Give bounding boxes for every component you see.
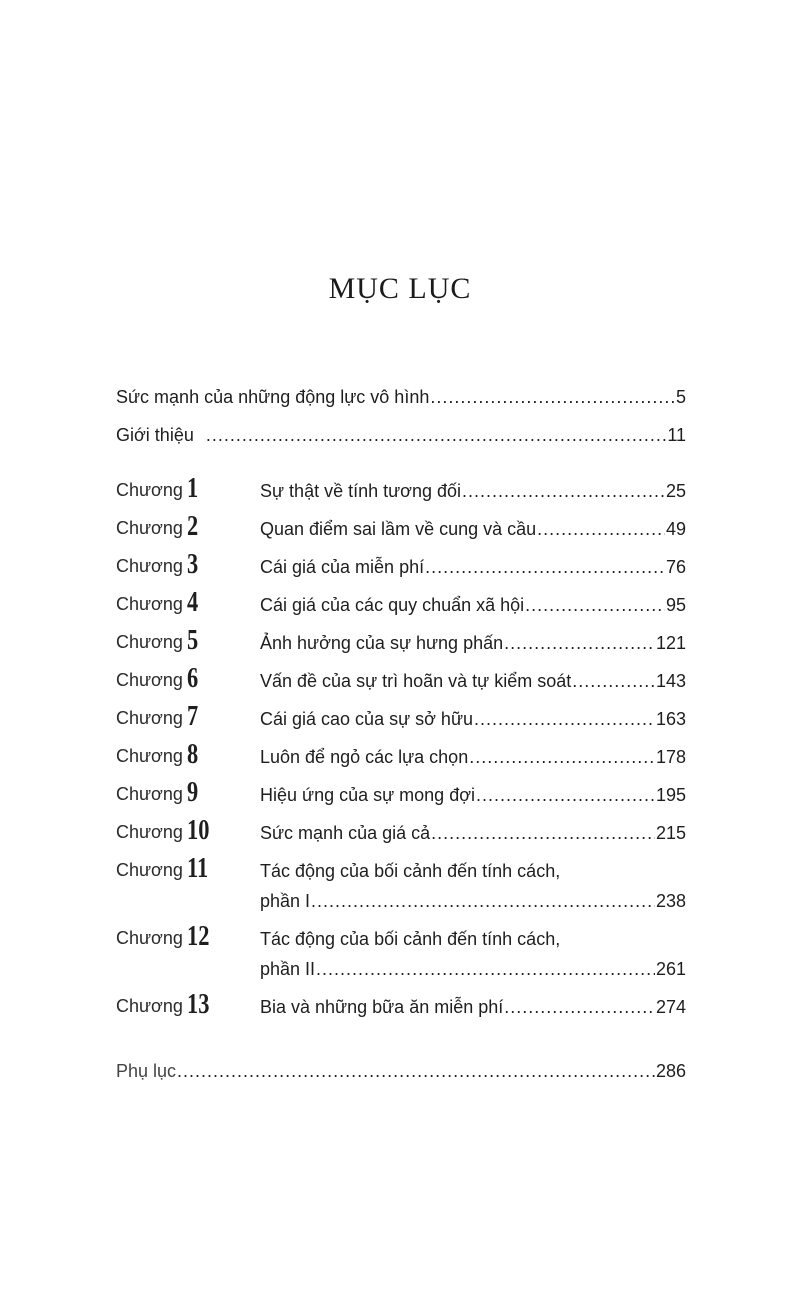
page-number: 261	[655, 959, 686, 979]
page-number: 215	[655, 823, 686, 843]
dot-leader	[430, 384, 675, 410]
chapter-number: 8	[186, 739, 199, 770]
toc-chapter-13[interactable]	[116, 989, 686, 1022]
dot-leader	[311, 888, 655, 914]
chapter-number: 3	[186, 549, 199, 580]
dot-leader	[572, 668, 655, 694]
chapter-title: Tác động của bối cảnh đến tính cách,	[260, 929, 561, 949]
page-number: 286	[655, 1061, 686, 1081]
chapter-title: Cái giá của các quy chuẩn xã hội	[260, 595, 525, 615]
chapter-word: Chương	[116, 632, 183, 652]
chapter-word: Chương	[116, 822, 183, 842]
chapter-word: Chương	[116, 518, 183, 538]
entry-label: Giới thiệu	[116, 425, 194, 445]
chapter-title: Sức mạnh của giá cả	[260, 823, 431, 843]
entry-label: Phụ lục	[116, 1061, 177, 1081]
chapter-number: 13	[186, 989, 210, 1020]
chapter-word: Chương	[116, 996, 183, 1016]
toc-chapter-7[interactable]	[116, 701, 686, 734]
page-number: 274	[655, 997, 686, 1017]
page-number: 121	[655, 633, 686, 653]
chapter-title: Cái giá cao của sự sở hữu	[260, 709, 474, 729]
entry-label: Sức mạnh của những động lực vô hình	[116, 387, 430, 407]
toc-chapter-3[interactable]	[116, 549, 686, 582]
toc-chapter-12[interactable]	[116, 921, 686, 984]
chapter-number: 12	[186, 921, 210, 952]
chapter-title: Sự thật về tính tương đối	[260, 481, 462, 501]
toc-entry-introduction[interactable]	[116, 422, 686, 448]
chapter-number: 9	[186, 777, 199, 808]
chapter-number: 6	[186, 663, 199, 694]
toc-chapter-2[interactable]	[116, 511, 686, 544]
chapter-title: Tác động của bối cảnh đến tính cách,	[260, 861, 561, 881]
chapter-number: 11	[186, 853, 209, 884]
dot-leader	[537, 516, 665, 542]
chapter-title: Ảnh hưởng của sự hưng phấn	[260, 633, 504, 653]
dot-leader	[504, 994, 655, 1020]
page-number: 25	[665, 481, 686, 501]
page-number: 163	[655, 709, 686, 729]
toc-chapter-9[interactable]	[116, 777, 686, 810]
chapter-word: Chương	[116, 784, 183, 804]
chapter-word: Chương	[116, 860, 183, 880]
dot-leader	[476, 782, 655, 808]
chapter-number: 5	[186, 625, 199, 656]
toc-entry-appendix[interactable]	[116, 1058, 686, 1084]
chapter-title-continuation: phần II	[260, 959, 316, 979]
toc-chapter-8[interactable]	[116, 739, 686, 772]
toc-chapter-10[interactable]	[116, 815, 686, 848]
dot-leader	[474, 706, 655, 732]
chapter-word: Chương	[116, 556, 183, 576]
page-number: 49	[665, 519, 686, 539]
page-number: 178	[655, 747, 686, 767]
page-title: MỤC LỤC	[328, 272, 472, 305]
chapter-word: Chương	[116, 480, 183, 500]
chapter-word: Chương	[116, 708, 183, 728]
page-number: 238	[655, 891, 686, 911]
toc-entry-preface[interactable]	[116, 384, 686, 410]
chapter-number: 10	[186, 815, 210, 846]
dot-leader	[462, 478, 665, 504]
dot-leader	[177, 1058, 655, 1084]
chapter-word: Chương	[116, 670, 183, 690]
dot-leader	[431, 820, 655, 846]
dot-leader	[316, 956, 655, 982]
dot-leader	[469, 744, 655, 770]
chapter-word: Chương	[116, 928, 183, 948]
chapter-title: Quan điểm sai lầm về cung và cầu	[260, 519, 537, 539]
page-number: 195	[655, 785, 686, 805]
page-number: 76	[665, 557, 686, 577]
chapter-word: Chương	[116, 746, 183, 766]
toc-chapter-5[interactable]	[116, 625, 686, 658]
chapter-number: 4	[186, 587, 199, 618]
chapter-title-continuation: phần I	[260, 891, 311, 911]
dot-leader	[525, 592, 665, 618]
page-number: 11	[667, 425, 686, 445]
dot-leader	[206, 422, 666, 448]
chapter-number: 1	[186, 473, 199, 504]
toc-chapter-4[interactable]	[116, 587, 686, 620]
chapter-title: Hiệu ứng của sự mong đợi	[260, 785, 476, 805]
dot-leader	[425, 554, 665, 580]
dot-leader	[504, 630, 655, 656]
chapter-title: Cái giá của miễn phí	[260, 557, 425, 577]
page-number: 95	[665, 595, 686, 615]
toc-chapter-6[interactable]	[116, 663, 686, 696]
chapter-title: Bia và những bữa ăn miễn phí	[260, 997, 504, 1017]
chapter-number: 2	[186, 511, 199, 542]
chapter-word: Chương	[116, 594, 183, 614]
page-number: 5	[675, 387, 686, 407]
page-number: 143	[655, 671, 686, 691]
toc-chapter-11[interactable]	[116, 853, 686, 916]
toc-chapter-1[interactable]	[116, 473, 686, 506]
chapter-title: Vấn đề của sự trì hoãn và tự kiểm soát	[260, 671, 572, 691]
chapter-title: Luôn để ngỏ các lựa chọn	[260, 747, 469, 767]
chapter-number: 7	[186, 701, 199, 732]
